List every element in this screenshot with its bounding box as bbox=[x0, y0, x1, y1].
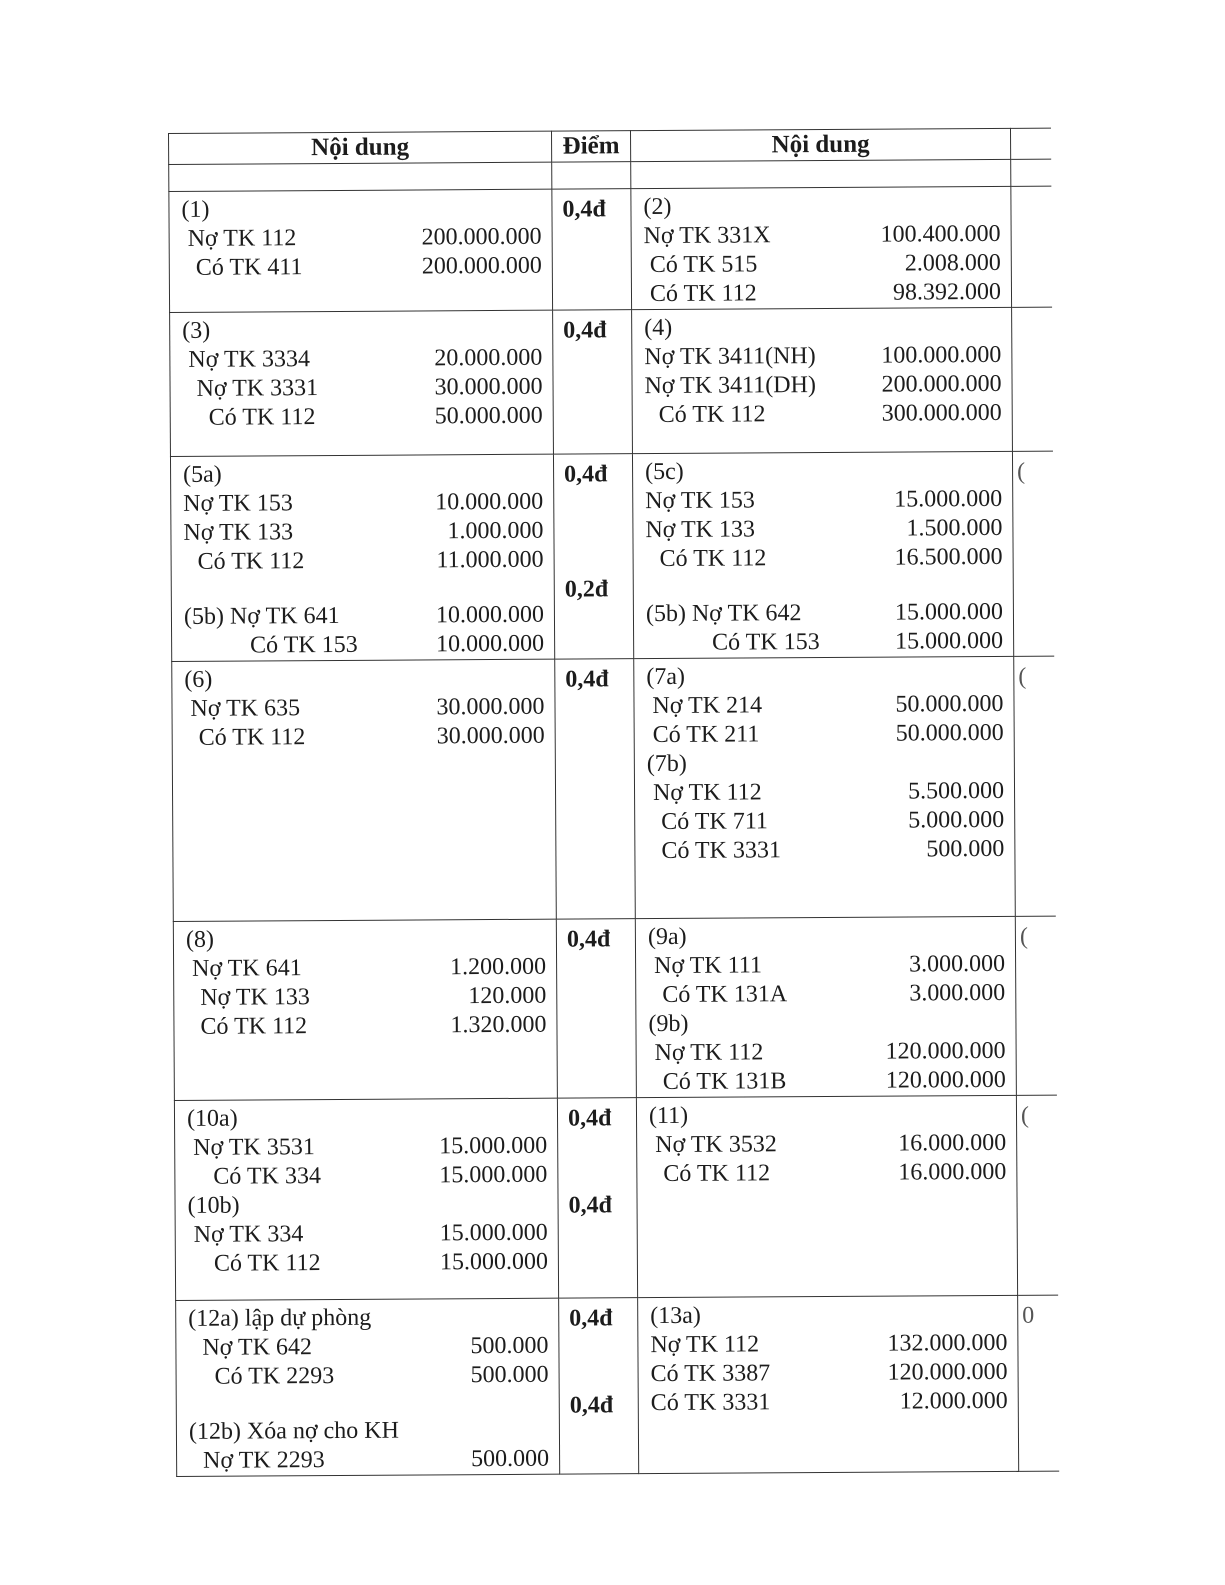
amount: 200.000.000 bbox=[421, 223, 542, 251]
account-name: Nợ TK 133 bbox=[200, 984, 310, 1011]
amount: 120.000.000 bbox=[885, 1037, 1006, 1065]
entry-label: (11) bbox=[648, 1102, 689, 1130]
entry-line bbox=[188, 1219, 548, 1250]
account-name: Có TK 112 bbox=[200, 1013, 308, 1040]
amount: 50.000.000 bbox=[895, 719, 1004, 747]
points-value: 0,4đ bbox=[563, 317, 607, 344]
journal-entry bbox=[189, 1416, 549, 1476]
entry-label: (6) bbox=[184, 666, 213, 693]
points-value: 0,4đ bbox=[562, 196, 606, 223]
account-name: Có TK 112 bbox=[659, 545, 767, 573]
entry-label: (5c) bbox=[645, 458, 684, 486]
entry-line bbox=[646, 690, 1003, 721]
left-content-cell bbox=[172, 659, 557, 921]
right-content-cell bbox=[638, 1295, 1019, 1473]
account-name: Nợ TK 3532 bbox=[655, 1131, 777, 1159]
amount: 15.000.000 bbox=[439, 1161, 548, 1189]
entry-label: (1) bbox=[181, 196, 210, 223]
points-cell bbox=[552, 189, 632, 310]
account-name: Nợ TK 112 bbox=[652, 779, 762, 807]
account-name: (5b) Nợ TK 642 bbox=[645, 600, 802, 628]
account-name: Nợ TK 641 bbox=[192, 955, 302, 982]
answer-sheet bbox=[168, 127, 1225, 1473]
table-row bbox=[172, 656, 1056, 921]
journal-entry bbox=[645, 456, 1003, 574]
amount: 100.400.000 bbox=[880, 220, 1001, 248]
entry-line bbox=[651, 1387, 1008, 1418]
points-value: 0,4đ bbox=[569, 1305, 613, 1332]
entry-line bbox=[645, 399, 1002, 430]
entry-line bbox=[183, 488, 543, 519]
account-name: Nợ TK 331X bbox=[643, 222, 771, 250]
amount: 100.000.000 bbox=[881, 341, 1002, 369]
left-content-cell bbox=[169, 189, 553, 312]
amount: 120.000.000 bbox=[885, 1066, 1006, 1094]
right-content-cell bbox=[632, 307, 1013, 453]
entry-line bbox=[183, 517, 543, 548]
entry-line bbox=[185, 722, 545, 753]
account-name: Nợ TK 153 bbox=[645, 487, 755, 515]
journal-entry bbox=[181, 194, 542, 283]
amount: 11.000.000 bbox=[436, 546, 544, 574]
entry-line bbox=[182, 373, 542, 404]
account-name: Có TK 131B bbox=[662, 1068, 787, 1095]
account-name: Nợ TK 133 bbox=[645, 516, 756, 544]
entry-label: (7b) bbox=[646, 750, 687, 778]
entry-line bbox=[183, 402, 543, 433]
entry-line bbox=[182, 252, 542, 283]
journal-entry bbox=[184, 601, 544, 661]
points-value: 0,4đ bbox=[569, 1392, 614, 1419]
amount: 5.500.000 bbox=[907, 777, 1005, 805]
amount: 10.000.000 bbox=[436, 630, 545, 658]
account-name: Nợ TK 334 bbox=[193, 1221, 304, 1248]
table-row bbox=[169, 186, 1052, 312]
cut-off-cell bbox=[1011, 186, 1052, 307]
amount: 16.000.000 bbox=[898, 1158, 1007, 1186]
cut-off-mark: ( bbox=[1019, 923, 1029, 950]
left-content-cell bbox=[173, 919, 557, 1100]
points-value: 0,4đ bbox=[565, 666, 609, 693]
header-content: Nội dung bbox=[169, 131, 552, 164]
amount: 10.000.000 bbox=[435, 601, 545, 629]
journal-entry bbox=[650, 1300, 1008, 1418]
amount: 500.000 bbox=[470, 1361, 549, 1389]
journal-entry bbox=[649, 1100, 1007, 1189]
account-name: Nợ TK 133 bbox=[183, 519, 294, 546]
account-name: Nợ TK 2293 bbox=[203, 1447, 325, 1474]
header-content-2: Nội dung bbox=[630, 128, 1010, 161]
cut-off-mark bbox=[1011, 187, 1051, 193]
left-content-cell bbox=[170, 310, 554, 456]
amount: 300.000.000 bbox=[881, 399, 1002, 427]
cut-off-mark bbox=[1012, 308, 1052, 314]
account-name: Nợ TK 111 bbox=[654, 952, 762, 980]
journal-entry bbox=[644, 312, 1002, 430]
cut-off-cell bbox=[1012, 307, 1053, 451]
account-name: Nợ TK 153 bbox=[183, 490, 293, 517]
entry-line bbox=[644, 341, 1001, 372]
entry-line bbox=[186, 982, 546, 1013]
cut-off-cell bbox=[1015, 916, 1057, 1095]
entry-label: (3) bbox=[182, 317, 211, 344]
amount: 15.000.000 bbox=[894, 598, 1004, 626]
entry-line bbox=[644, 370, 1001, 401]
entry-line bbox=[645, 485, 1002, 516]
entry-line bbox=[184, 630, 544, 661]
account-name: Có TK 112 bbox=[658, 401, 766, 429]
entry-line bbox=[186, 953, 546, 984]
entry-label: (9a) bbox=[647, 923, 687, 951]
entry-line bbox=[188, 1248, 548, 1279]
account-name: Có TK 112 bbox=[663, 1160, 771, 1187]
amount: 30.000.000 bbox=[436, 693, 545, 721]
account-name: Nợ TK 3411(DH) bbox=[644, 372, 816, 400]
entry-label: (13a) bbox=[650, 1302, 701, 1330]
amount: 132.000.000 bbox=[887, 1329, 1008, 1357]
account-name: Có TK 131A bbox=[662, 981, 788, 1008]
entry-label: (4) bbox=[644, 314, 673, 342]
header-points: Điểm bbox=[551, 131, 630, 162]
header-cut-off bbox=[1010, 128, 1051, 159]
account-name: Nợ TK 3531 bbox=[193, 1134, 315, 1161]
journal-entry bbox=[648, 1008, 1006, 1097]
entry-line bbox=[182, 223, 542, 254]
cut-off-cell bbox=[1014, 656, 1056, 916]
entry-line bbox=[184, 693, 544, 724]
entry-label: (5a) bbox=[183, 461, 222, 488]
cut-off-cell bbox=[1018, 1295, 1060, 1471]
account-name: Nợ TK 112 bbox=[650, 1331, 760, 1359]
entry-label: (7a) bbox=[646, 663, 686, 691]
entry-line bbox=[188, 1332, 548, 1363]
table-row bbox=[170, 307, 1053, 456]
account-name: Có TK 3331 bbox=[650, 1389, 771, 1417]
points-cell bbox=[553, 310, 633, 454]
points-value: 0,4đ bbox=[568, 1192, 612, 1219]
amount: 50.000.000 bbox=[895, 690, 1004, 718]
journal-entry bbox=[647, 748, 1005, 866]
points-cell bbox=[557, 1098, 637, 1298]
entry-line bbox=[644, 278, 1001, 309]
entry-line bbox=[647, 719, 1004, 750]
amount: 500.000 bbox=[470, 1332, 549, 1360]
right-content-cell bbox=[634, 656, 1016, 918]
account-name: (5b) Nợ TK 641 bbox=[183, 602, 340, 630]
entry-line bbox=[187, 1161, 547, 1192]
amount: 20.000.000 bbox=[434, 344, 543, 372]
account-name: Nợ TK 3331 bbox=[196, 375, 319, 402]
account-name: Nợ TK 112 bbox=[654, 1039, 764, 1067]
entry-line bbox=[187, 1132, 547, 1163]
entry-line bbox=[184, 546, 544, 577]
entry-line bbox=[651, 1358, 1008, 1389]
entry-label: (2) bbox=[643, 193, 672, 221]
entry-line bbox=[189, 1361, 549, 1392]
table-row bbox=[170, 451, 1054, 661]
account-name: Nợ TK 112 bbox=[187, 225, 297, 252]
account-name: Có TK 334 bbox=[213, 1163, 322, 1190]
amount: 16.000.000 bbox=[898, 1129, 1007, 1157]
amount: 1.500.000 bbox=[906, 514, 1003, 542]
amount: 10.000.000 bbox=[435, 488, 544, 516]
amount: 15.000.000 bbox=[439, 1219, 548, 1247]
entry-line bbox=[645, 514, 1002, 545]
amount: 30.000.000 bbox=[434, 373, 543, 401]
amount: 500.000 bbox=[471, 1445, 550, 1473]
account-name: Có TK 2293 bbox=[214, 1363, 335, 1390]
journal-entry bbox=[648, 921, 1006, 1010]
amount: 30.000.000 bbox=[436, 722, 545, 750]
amount: 3.000.000 bbox=[909, 979, 1006, 1007]
account-name: Có TK 112 bbox=[198, 724, 306, 751]
entry-line bbox=[647, 806, 1004, 837]
journal-entry bbox=[188, 1303, 549, 1392]
entry-line bbox=[189, 1445, 549, 1476]
amount: 16.500.000 bbox=[894, 543, 1003, 571]
right-content-cell bbox=[635, 916, 1016, 1097]
account-name: Có TK 112 bbox=[208, 404, 316, 431]
amount: 15.000.000 bbox=[894, 485, 1003, 513]
cut-off-mark: ( bbox=[1017, 458, 1026, 485]
journal-entry bbox=[646, 661, 1004, 750]
entry-line bbox=[647, 777, 1004, 808]
entry-label: (9b) bbox=[648, 1010, 689, 1038]
amount: 15.000.000 bbox=[439, 1248, 548, 1276]
account-name: Có TK 153 bbox=[250, 631, 358, 659]
account-name: Nợ TK 214 bbox=[652, 692, 763, 720]
journal-entry bbox=[182, 315, 543, 433]
right-content-cell bbox=[636, 1095, 1017, 1297]
left-content-cell bbox=[174, 1098, 558, 1300]
entry-line bbox=[647, 835, 1004, 866]
entry-line bbox=[649, 1037, 1006, 1068]
journal-table bbox=[168, 128, 1059, 1477]
amount: 15.000.000 bbox=[895, 627, 1004, 655]
journal-entry bbox=[186, 924, 547, 1042]
entry-line bbox=[186, 1011, 546, 1042]
amount: 15.000.000 bbox=[439, 1132, 548, 1160]
left-content-cell bbox=[170, 454, 554, 661]
account-name: Có TK 112 bbox=[213, 1250, 321, 1277]
account-name: Nợ TK 642 bbox=[202, 1334, 313, 1361]
table-row bbox=[173, 916, 1057, 1100]
account-name: Có TK 112 bbox=[649, 280, 757, 308]
account-name: Có TK 711 bbox=[661, 808, 768, 835]
amount: 1.200.000 bbox=[450, 953, 547, 981]
entry-line bbox=[184, 601, 544, 632]
entry-line bbox=[648, 979, 1005, 1010]
table-row bbox=[176, 1295, 1060, 1476]
journal-entry bbox=[184, 664, 545, 753]
account-name: Có TK 112 bbox=[197, 548, 305, 575]
entry-label: (8) bbox=[185, 926, 214, 953]
amount: 500.000 bbox=[926, 835, 1005, 863]
right-content-cell bbox=[631, 186, 1012, 309]
account-name: Có TK 515 bbox=[649, 251, 758, 279]
entry-line bbox=[644, 249, 1001, 280]
entry-line bbox=[646, 627, 1003, 658]
points-value: 0,4đ bbox=[564, 461, 608, 488]
amount: 120.000 bbox=[468, 982, 547, 1010]
amount: 2.008.000 bbox=[904, 249, 1001, 277]
entry-label: (10b) bbox=[187, 1192, 240, 1219]
left-content-cell bbox=[176, 1298, 560, 1476]
journal-entry bbox=[187, 1190, 548, 1279]
cut-off-cell bbox=[1016, 1095, 1058, 1295]
entry-line bbox=[649, 1129, 1006, 1160]
journal-entry bbox=[643, 191, 1001, 309]
amount: 200.000.000 bbox=[421, 252, 542, 280]
amount: 98.392.000 bbox=[892, 278, 1002, 306]
entry-line bbox=[649, 1066, 1006, 1097]
account-name: Nợ TK 3334 bbox=[188, 346, 311, 373]
account-name: Nợ TK 635 bbox=[190, 695, 301, 722]
cut-off-mark: ( bbox=[1018, 663, 1027, 690]
entry-line bbox=[649, 1158, 1006, 1189]
table-row bbox=[174, 1095, 1058, 1300]
entry-line bbox=[644, 220, 1001, 251]
journal-entry bbox=[183, 459, 544, 577]
points-value: 0,4đ bbox=[566, 926, 611, 953]
points-value: 0,4đ bbox=[567, 1105, 612, 1132]
cut-off-mark: ( bbox=[1020, 1102, 1030, 1129]
account-name: Có TK 211 bbox=[652, 721, 760, 749]
entry-line bbox=[650, 1329, 1007, 1360]
amount: 1.000.000 bbox=[447, 517, 544, 545]
entry-label: (12b) Xóa nợ cho KH bbox=[188, 1417, 399, 1445]
points-value: 0,2đ bbox=[564, 576, 609, 603]
entry-line bbox=[182, 344, 542, 375]
entry-line bbox=[646, 598, 1003, 629]
account-name: Có TK 3387 bbox=[650, 1360, 771, 1388]
right-content-cell bbox=[632, 451, 1013, 658]
entry-label: (12a) lập dự phòng bbox=[188, 1304, 372, 1332]
journal-entry bbox=[187, 1103, 548, 1192]
account-name: Có TK 411 bbox=[195, 254, 303, 281]
amount: 5.000.000 bbox=[908, 806, 1005, 834]
entry-label: (10a) bbox=[186, 1105, 238, 1132]
cut-off-cell bbox=[1012, 451, 1054, 656]
amount: 120.000.000 bbox=[887, 1358, 1008, 1386]
points-cell bbox=[556, 919, 636, 1098]
amount: 50.000.000 bbox=[434, 402, 543, 430]
entry-line bbox=[646, 543, 1003, 574]
journal-entry bbox=[646, 598, 1003, 658]
amount: 200.000.000 bbox=[881, 370, 1002, 398]
cut-off-mark: 0 bbox=[1022, 1302, 1035, 1329]
account-name: Có TK 153 bbox=[712, 629, 820, 656]
account-name: Nợ TK 3411(NH) bbox=[644, 343, 816, 371]
points-cell bbox=[555, 659, 636, 919]
points-cell bbox=[559, 1298, 639, 1474]
points-cell bbox=[553, 454, 633, 659]
account-name: Có TK 3331 bbox=[661, 837, 782, 864]
entry-line bbox=[648, 950, 1005, 981]
amount: 3.000.000 bbox=[909, 950, 1006, 978]
amount: 12.000.000 bbox=[899, 1387, 1008, 1415]
amount: 1.320.000 bbox=[450, 1011, 547, 1039]
